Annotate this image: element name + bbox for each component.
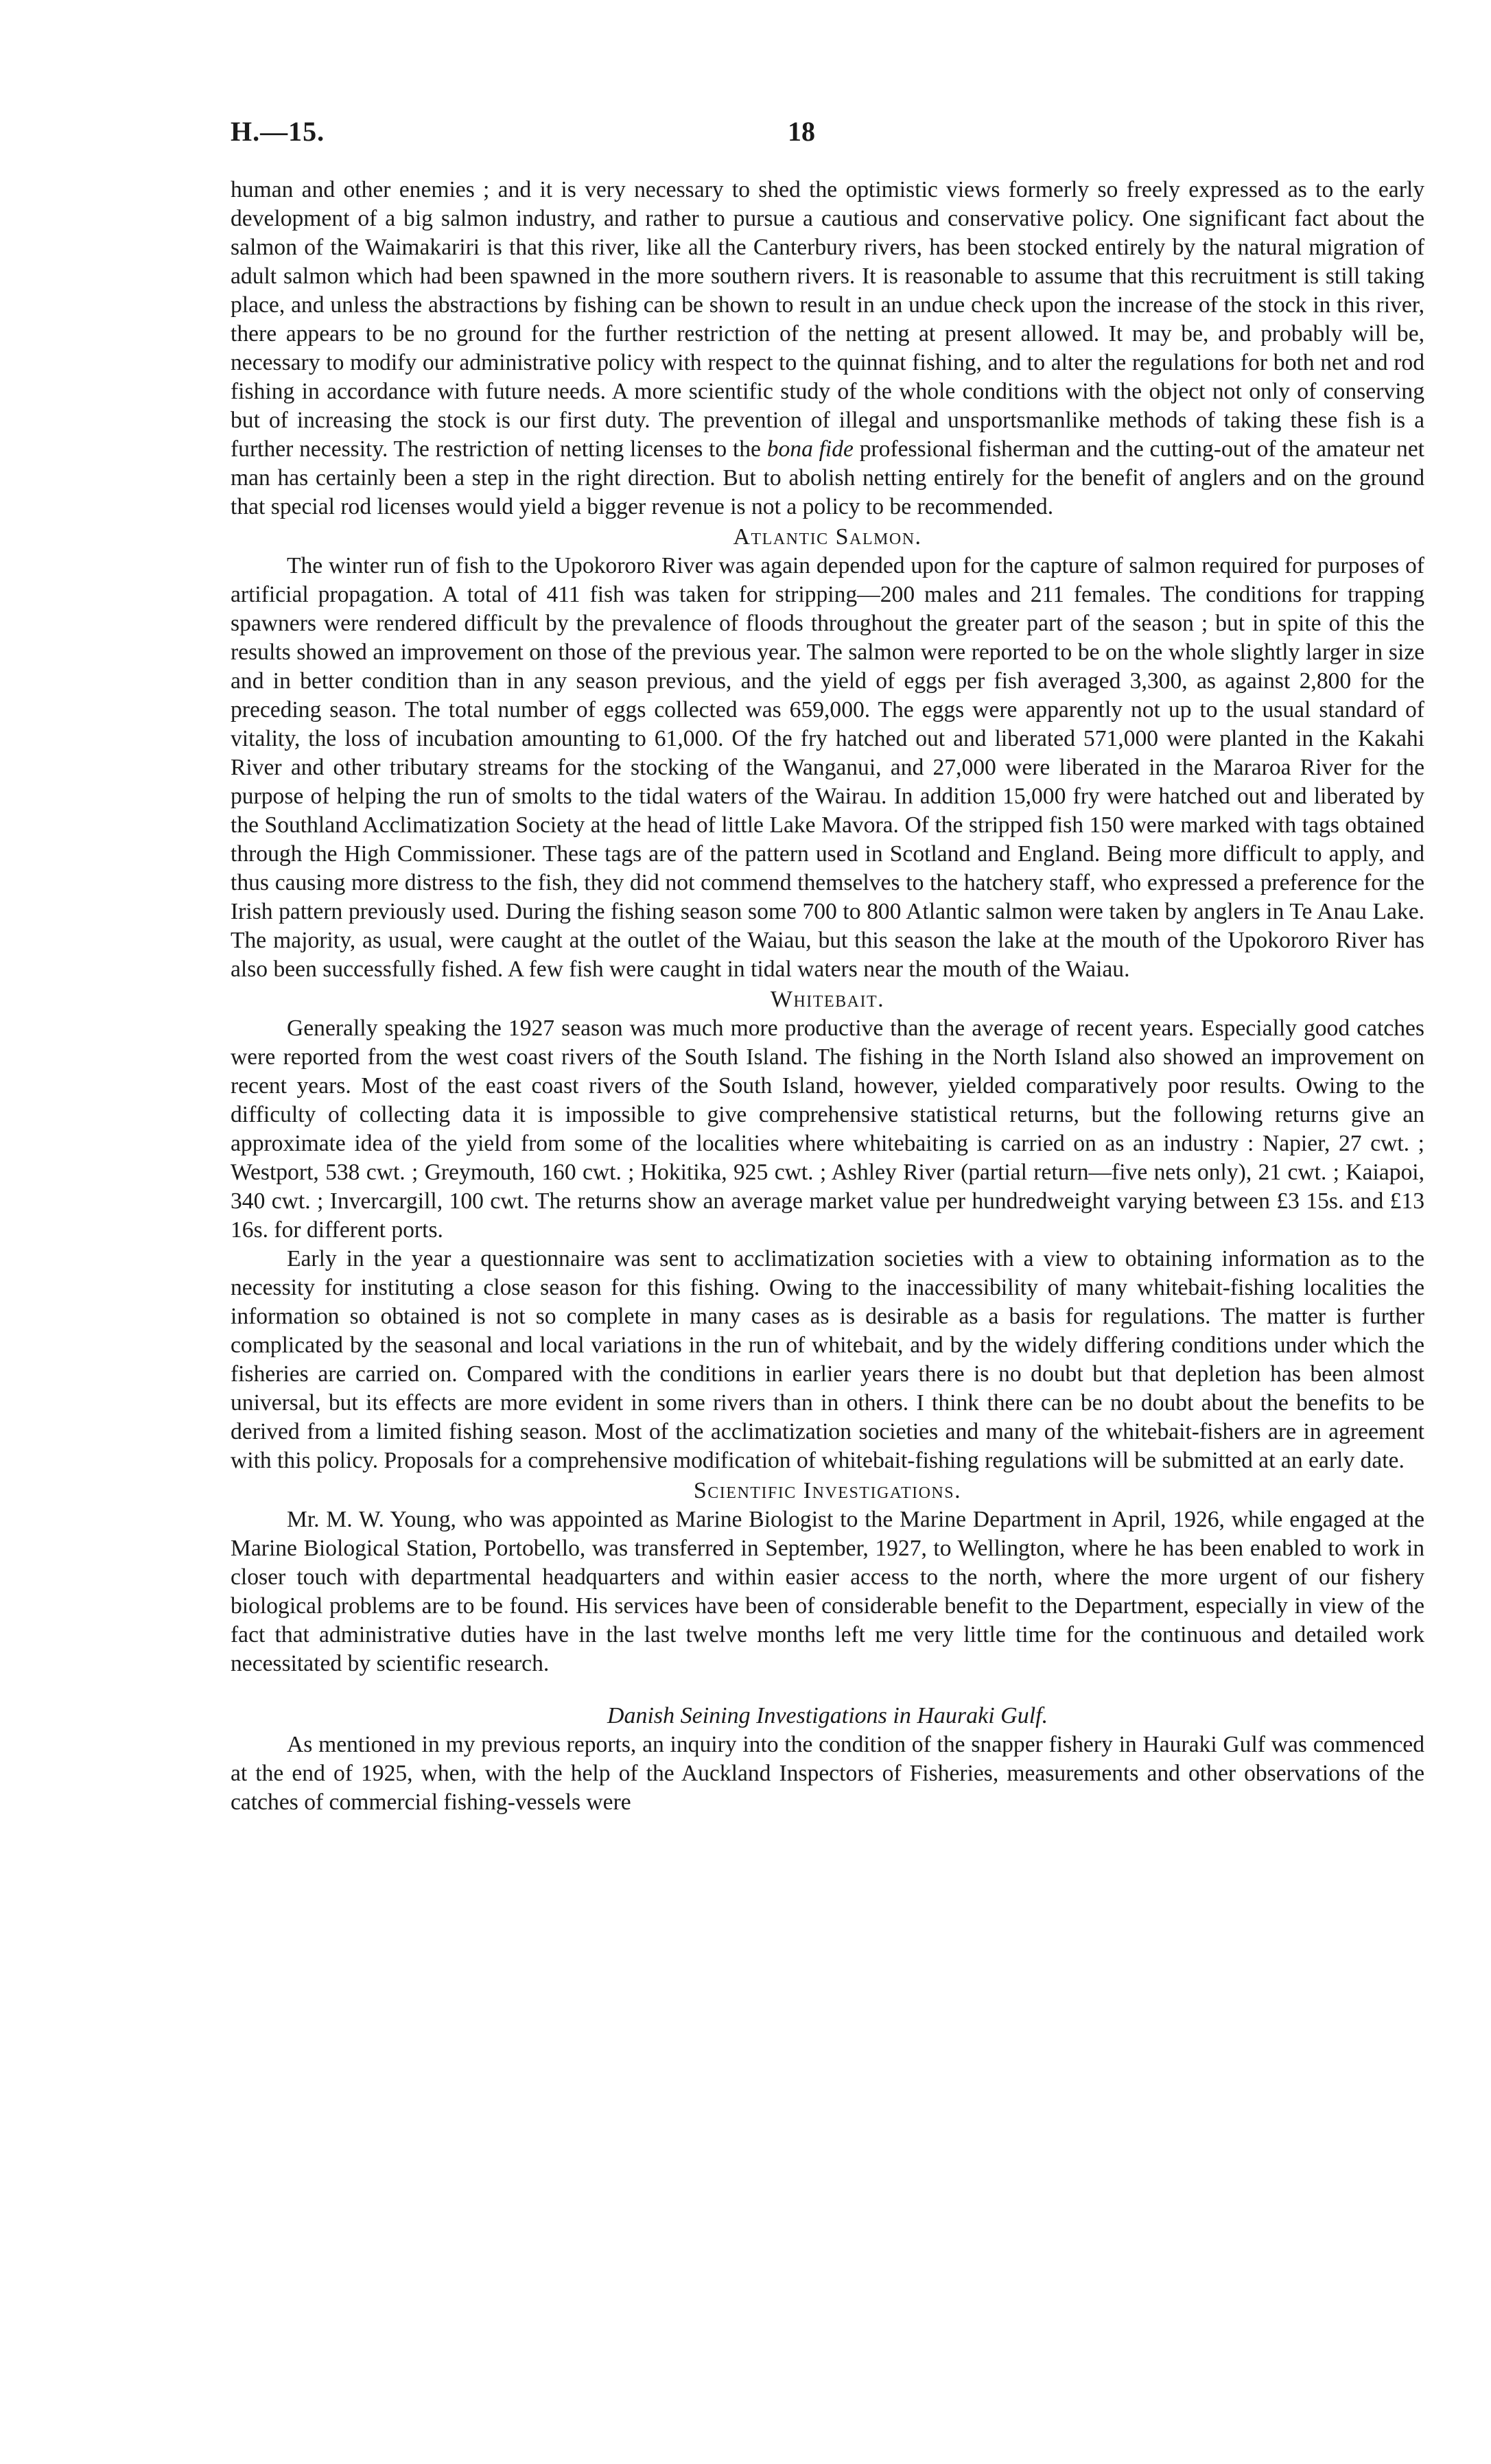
paragraph-whitebait-questionnaire: Early in the year a questionnaire was sent to acclimatization societies with a view to obtaining information as to the necessity for instituting a close season for this fishing. Owing to the inaccessibility of many whitebait-fishing localities the information so obtained is not so complete in many cases as is desirable as a basis for regulations. The matter is further complicated by the seasonal and local variations in the run of whitebait, and by the widely differing conditions under which the fisheries are carried on. Compared with the conditions in earlier years there is no doubt but that depletion has been almost universal, but its effects are more evident in some rivers than in others. I think there can be no doubt about the benefits to be derived from a limited fishing season. Most of the acclimatization societies and many of the whitebait-fishers are in agreement with this policy. Proposals for a comprehensive modification of whitebait-fishing regulations will be submitted at an early date. (231, 1246, 1424, 1473)
paragraph-salmon-policy (231, 176, 1424, 521)
page-header (231, 115, 1424, 156)
section-heading-atlantic-salmon: Atlantic Salmon. (733, 524, 922, 550)
subheading-danish-seining: Danish Seining Investigations in Hauraki Gulf. (607, 1703, 1048, 1728)
section-heading-scientific-investigations: Scientific Investigations. (693, 1478, 962, 1503)
paragraph-scientific-investigations: Mr. M. W. Young, who was appointed as Marine Biologist to the Marine Department in April, 1926, while engaged at the Marine Biological Station, Portobello, was transferred in September, 1927, to Wellington, where he has been enabled to work in closer touch with departmental headquarters and within easier access to the north, where the more urgent of our fishery biological problems are to be found. His services have been of considerable benefit to the Department, especially in view of the fact that administrative duties have in the last twelve months left me very little time for the continuous and detailed work necessitated by scientific research. (231, 1507, 1424, 1676)
page-body (231, 176, 1424, 1817)
page-number: 18 (788, 116, 815, 147)
document-reference: H.—15. (231, 116, 325, 147)
italic-term: bona fide (766, 436, 854, 462)
paragraph-text: human and other enemies ; and it is very necessary to shed the optimistic views formerly so freely expressed as to the early development of a big salmon industry, and rather to pursue a cautious and conservative policy. One significant fact about the salmon of the Waimakariri is that this river, like all the Canterbury rivers, has been stocked entirely by the natural migration of adult salmon which had been spawned in the more southern rivers. It is reasonable to assume that this recruitment is still taking place, and unless the abstractions by fishing can be shown to result in an undue check upon the increase of the stock in this river, there appears to be no ground for the further restriction of the netting at present allowed. It may be, and probably will be, necessary to modify our administrative policy with respect to the quinnat fishing, and to alter the regulations for both net and rod fishing in accordance with future needs. A more scientific study of the whole conditions with the object not only of conserving but of increasing the stock is our first duty. The prevention of illegal and unsportsmanlike methods of taking these fish is a further necessity. The restriction of netting licenses to the (231, 177, 1424, 462)
paragraph-danish-seining: As mentioned in my previous reports, an inquiry into the condition of the snapper fishery in Hauraki Gulf was commenced at the end of 1925, when, with the help of the Auckland Inspectors of Fisheries, measurements and other observations of the catches of commercial fishing-vessels were (231, 1732, 1424, 1815)
paragraph-whitebait-season: Generally speaking the 1927 season was much more productive than the average of recent years. Especially good catches were reported from the west coast rivers of the South Island. The fishing in the North Island also showed an improvement on recent years. Most of the east coast rivers of the South Island, however, yielded comparatively poor results. Owing to the difficulty of collecting data it is impossible to give comprehensive statistical returns, but the following returns give an approximate idea of the yield from some of the localities where whitebaiting is carried on as an industry : Napier, 27 cwt. ; Westport, 538 cwt. ; Greymouth, 160 cwt. ; Hokitika, 925 cwt. ; Ashley River (partial return—five nets only), 21 cwt. ; Kaiapoi, 340 cwt. ; Invercargill, 100 cwt. The returns show an average market value per hundredweight varying between £3 15s. and £13 16s. for different ports. (231, 1016, 1424, 1243)
paragraph-text: professional fisherman and the cutting-out of the amateur net man has certainly been a step in the right direction. But to abolish netting entirely for the benefit of anglers and on the ground that special rod licenses would yield a bigger revenue is not a policy to be recommended. (231, 436, 1424, 519)
section-heading-whitebait: Whitebait. (770, 987, 885, 1012)
paragraph-atlantic-salmon: The winter run of fish to the Upokororo River was again depended upon for the capture of salmon required for purposes of artificial propagation. A total of 411 fish was taken for stripping—200 males and 211 females. The conditions for trapping spawners were rendered difficult by the prevalence of floods throughout the greater part of the season ; but in spite of this the results showed an improvement on those of the previous year. The salmon were reported to be on the whole slightly larger in size and in better condition than in any season previous, and the yield of eggs per fish averaged 3,300, as against 2,800 for the preceding season. The total number of eggs collected was 659,000. The eggs were apparently not up to the usual standard of vitality, the loss of incubation amounting to 61,000. Of the fry hatched out and liberated 571,000 were planted in the Kakahi River and other tributary streams for the stocking of the Wanganui, and 27,000 were liberated in the Mararoa River for the purpose of helping the run of smolts to the tidal waters of the Wairau. In addition 15,000 fry were hatched out and liberated by the Southland Acclimatization Society at the head of little Lake Mavora. Of the stripped fish 150 were marked with tags obtained through the High Commissioner. These tags are of the pattern used in Scotland and England. Being more difficult to apply, and thus causing more distress to the fish, they did not commend themselves to the hatchery staff, who expressed a preference for the Irish pattern previously used. During the fishing season some 700 to 800 Atlantic salmon were taken by anglers in Te Anau Lake. The majority, as usual, were caught at the outlet of the Waiau, but this season the lake at the mouth of the Upokororo River has also been successfully fished. A few fish were caught in tidal waters near the mouth of the Waiau. (231, 553, 1424, 982)
